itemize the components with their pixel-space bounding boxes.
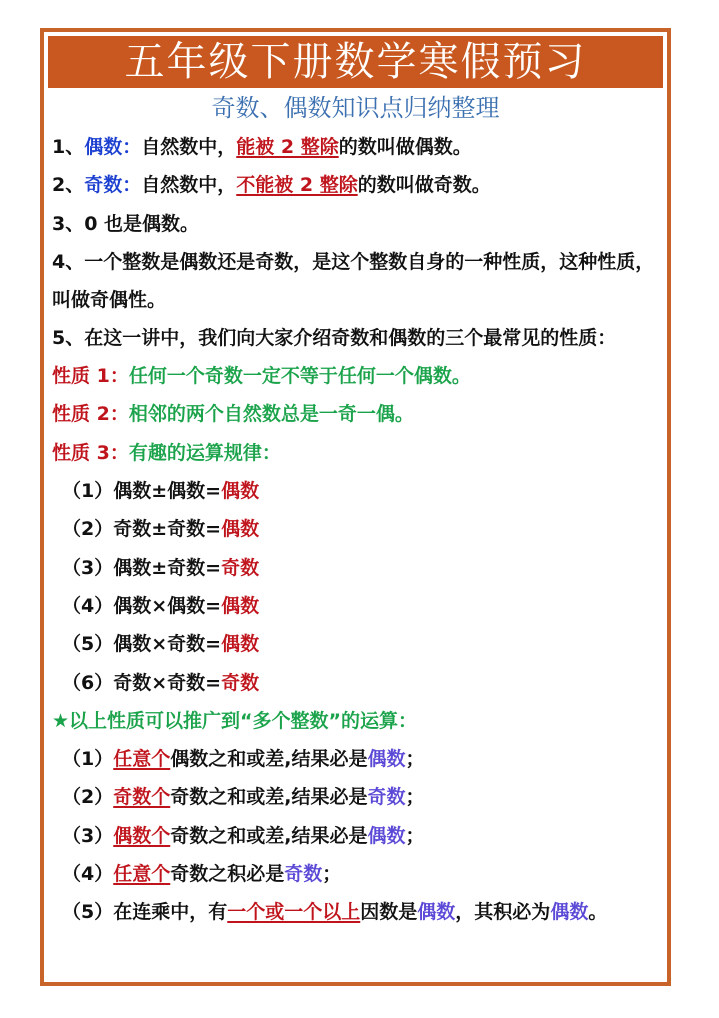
term-odd: 奇数： — [84, 174, 142, 197]
extension-result: 奇数 — [367, 786, 406, 809]
property-2 — [52, 395, 670, 433]
rule-result: 偶数 — [221, 518, 260, 541]
rule-row — [52, 549, 670, 587]
key-phrase: 不能被 2 整除 — [236, 174, 358, 197]
item-number: 2、 — [52, 174, 85, 197]
item-number: （3） — [62, 824, 114, 847]
definition-text: 的数叫做偶数。 — [338, 136, 472, 158]
punctuation: ； — [405, 748, 425, 771]
page-subtitle: 奇数、偶数知识点归纳整理 — [211, 94, 500, 122]
key-phrase: 一个或一个以上 — [227, 901, 361, 924]
property-1 — [52, 357, 670, 395]
key-phrase: 能被 2 整除 — [236, 136, 339, 158]
rule-result: 奇数 — [221, 556, 260, 579]
item-number: （4） — [62, 863, 114, 886]
rule-row — [52, 510, 670, 548]
item-number: 1、 — [52, 136, 85, 158]
rule-expression: （2）奇数±奇数= — [62, 518, 222, 541]
rule-result: 偶数 — [221, 480, 260, 503]
property-label: 性质 1： — [52, 365, 129, 388]
extension-result: 偶数 — [550, 901, 589, 924]
item-intro-properties: 5、在这一讲中，我们向大家介绍奇数和偶数的三个最常见的性质： — [52, 326, 617, 349]
rule-expression: （4）偶数×偶数= — [62, 594, 222, 617]
extension-result: 偶数 — [417, 901, 456, 924]
definition-text: 自然数中， — [141, 174, 237, 197]
property-text: 相邻的两个自然数总是一奇一偶。 — [128, 403, 414, 426]
extension-text: 奇数之积必是 — [170, 863, 285, 886]
extension-text: 在连乘中，有 — [113, 901, 228, 924]
rule-expression: （5）偶数×奇数= — [62, 633, 222, 656]
page-title: 五年级下册数学寒假预习 — [48, 36, 663, 88]
item-zero-even: 3、0 也是偶数。 — [52, 212, 200, 235]
extension-text: 偶数之和或差,结果必是 — [170, 748, 368, 771]
property-3 — [52, 434, 670, 472]
punctuation: ； — [322, 863, 342, 886]
extension-text: 奇数之和或差,结果必是 — [170, 824, 368, 847]
rule-expression: （3）偶数±奇数= — [62, 556, 222, 579]
extension-result: 偶数 — [367, 824, 406, 847]
key-phrase: 任意个 — [113, 748, 171, 771]
extension-result: 奇数 — [284, 863, 323, 886]
extension-item — [52, 893, 670, 931]
extension-item — [52, 855, 670, 893]
definition-text: 的数叫做奇数。 — [357, 174, 491, 197]
extension-text: ，其积必为 — [455, 901, 551, 924]
property-label: 性质 3： — [52, 441, 129, 464]
item-even-definition — [52, 128, 670, 166]
rule-row — [52, 625, 670, 663]
rule-result: 奇数 — [221, 671, 260, 694]
rule-row — [52, 664, 670, 702]
rule-expression: （1）偶数±偶数= — [62, 480, 222, 503]
extension-text: 奇数之和或差,结果必是 — [170, 786, 368, 809]
key-phrase: 偶数个 — [113, 824, 171, 847]
punctuation: ； — [405, 786, 425, 809]
punctuation: ； — [405, 824, 425, 847]
item-number: （2） — [62, 786, 114, 809]
punctuation: 。 — [588, 901, 608, 924]
item-number: （5） — [62, 901, 114, 924]
extension-item — [52, 817, 670, 855]
property-text: 任何一个奇数一定不等于任何一个偶数。 — [128, 365, 471, 388]
rule-result: 偶数 — [221, 633, 260, 656]
rule-row — [52, 587, 670, 625]
key-phrase: 奇数个 — [113, 786, 171, 809]
extension-item — [52, 778, 670, 816]
extension-result: 偶数 — [367, 748, 406, 771]
extension-item — [52, 740, 670, 778]
item-odd-definition — [52, 166, 670, 204]
definition-text: 自然数中， — [141, 136, 237, 158]
rule-expression: （6）奇数×奇数= — [62, 671, 222, 694]
rule-result: 偶数 — [221, 594, 260, 617]
property-label: 性质 2： — [52, 403, 129, 426]
extension-heading: ★以上性质可以推广到“多个整数”的运算： — [52, 709, 418, 732]
key-phrase: 任意个 — [113, 863, 171, 886]
rule-row — [52, 472, 670, 510]
property-text: 有趣的运算规律： — [128, 441, 281, 464]
content-body — [52, 128, 670, 932]
item-number: （1） — [62, 748, 114, 771]
term-even: 偶数： — [84, 136, 142, 158]
item-parity-concept: 4、一个整数是偶数还是奇数，是这个整数自身的一种性质，这种性质，叫做奇偶性。 — [52, 250, 655, 311]
extension-text: 因数是 — [360, 901, 418, 924]
